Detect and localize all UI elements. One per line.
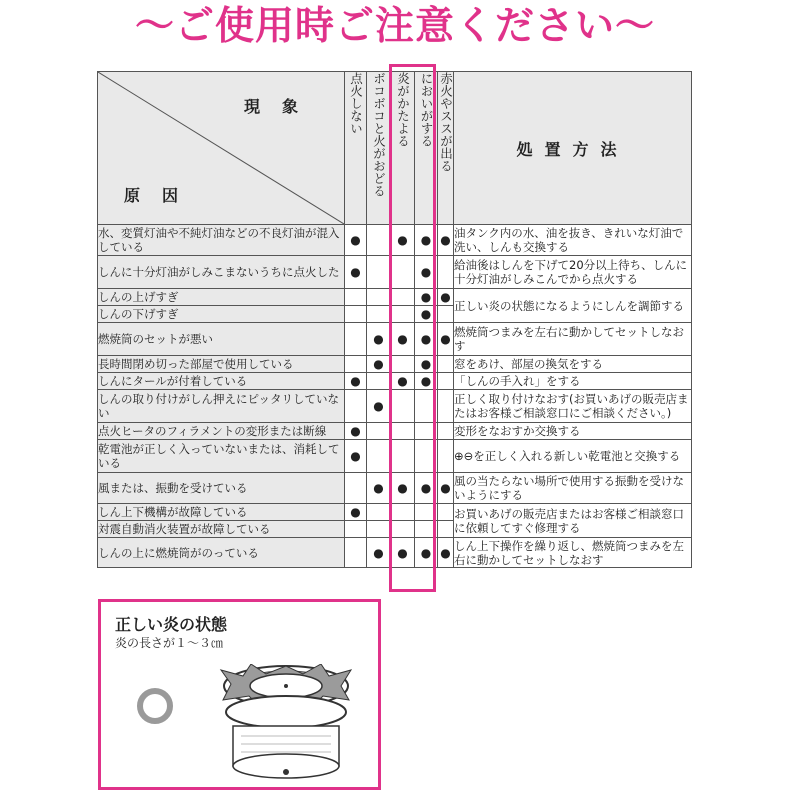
symptom-mark-cell — [438, 390, 454, 423]
symptom-mark-cell — [345, 521, 367, 538]
symptom-mark-cell — [391, 390, 415, 423]
corner-header — [98, 72, 345, 225]
symptom-mark-cell — [391, 504, 415, 521]
cause-cell: 長時間閉め切った部屋で使用している — [98, 356, 345, 373]
remedy-cell: 変形をなおすか交換する — [454, 423, 692, 440]
symptom-mark-cell: ● — [415, 289, 438, 306]
symptom-mark-cell: ● — [415, 306, 438, 323]
symptom-mark-cell: ● — [415, 373, 438, 390]
symptom-mark-cell: ● — [367, 323, 391, 356]
symptom-mark-cell — [415, 521, 438, 538]
burner-illustration-icon — [211, 664, 361, 782]
symptom-mark-cell: ● — [415, 356, 438, 373]
symptom-mark-cell: ● — [438, 538, 454, 568]
cause-cell: しん上下機構が故障している — [98, 504, 345, 521]
remedy-cell: お買いあげの販売店またはお客様ご相談窓口に依頼してすぐ修理する — [454, 504, 692, 538]
symptom-mark-cell: ● — [367, 390, 391, 423]
remedy-cell: 風の当たらない場所で使用する振動を受けないようにする — [454, 473, 692, 504]
symptom-header: 点火しない — [345, 72, 367, 225]
symptom-mark-cell: ● — [345, 504, 367, 521]
symptom-mark-cell — [391, 289, 415, 306]
remedy-cell: 窓をあけ、部屋の換気をする — [454, 356, 692, 373]
symptom-mark-cell: ● — [391, 473, 415, 504]
symptom-mark-cell: ● — [345, 225, 367, 256]
symptom-mark-cell: ● — [345, 440, 367, 473]
symptom-mark-cell: ● — [345, 256, 367, 289]
symptom-mark-cell: ● — [391, 323, 415, 356]
cause-cell: しんの上げすぎ — [98, 289, 345, 306]
symptom-mark-cell — [367, 423, 391, 440]
remedy-cell: ⊕⊖を正しく入れる新しい乾電池と交換する — [454, 440, 692, 473]
symptom-mark-cell — [438, 256, 454, 289]
table-row — [98, 390, 692, 423]
flame-title: 正しい炎の状態 — [115, 615, 228, 634]
symptom-mark-cell: ● — [391, 538, 415, 568]
remedy-cell: 正しく取り付けなおす(お買いあげの販売店またはお客様ご相談窓口にご相談ください。) — [454, 390, 692, 423]
symptom-mark-cell — [438, 521, 454, 538]
symptom-header: 赤火やススが出る — [438, 72, 454, 225]
symptom-mark-cell: ● — [415, 473, 438, 504]
symptom-mark-cell: ● — [391, 225, 415, 256]
symptom-mark-cell — [391, 423, 415, 440]
symptom-header: ボコボコと火がおどる — [367, 72, 391, 225]
symptom-mark-cell: ● — [367, 473, 391, 504]
symptom-mark-cell — [438, 306, 454, 323]
symptom-mark-cell: ● — [415, 323, 438, 356]
symptom-mark-cell — [345, 473, 367, 504]
cause-cell: 水、変質灯油や不純灯油などの不良灯油が混入している — [98, 225, 345, 256]
symptom-mark-cell — [391, 356, 415, 373]
remedy-cell: 油タンク内の水、油を抜き、きれいな灯油で洗い、しんも交換する — [454, 225, 692, 256]
symptom-mark-cell — [367, 504, 391, 521]
symptom-mark-cell — [415, 440, 438, 473]
symptom-mark-cell — [438, 504, 454, 521]
cause-cell: 乾電池が正しく入っていないまたは、消耗している — [98, 440, 345, 473]
symptom-mark-cell — [345, 356, 367, 373]
page-title: ～ご使用時ご注意ください～ — [134, 4, 655, 49]
table-row — [98, 256, 692, 289]
cause-cell: 点火ヒータのフィラメントの変形または断線 — [98, 423, 345, 440]
symptom-mark-cell — [438, 440, 454, 473]
symptom-mark-cell — [367, 306, 391, 323]
remedy-cell: しん上下操作を繰り返し、燃焼筒つまみを左右に動かしてセットしなおす — [454, 538, 692, 568]
symptom-mark-cell — [367, 225, 391, 256]
symptom-mark-cell — [345, 538, 367, 568]
correct-flame-panel — [98, 599, 381, 790]
symptom-mark-cell — [391, 440, 415, 473]
symptom-mark-cell — [391, 256, 415, 289]
symptom-label: 現象 — [243, 97, 320, 116]
symptom-header: 炎がかたよる — [391, 72, 415, 225]
symptom-mark-cell: ● — [367, 356, 391, 373]
symptom-mark-cell — [391, 521, 415, 538]
remedy-cell: 正しい炎の状態になるようにしんを調節する — [454, 289, 692, 323]
symptom-mark-cell — [367, 521, 391, 538]
symptom-header: においがする — [415, 72, 438, 225]
table-row — [98, 289, 692, 306]
symptom-mark-cell: ● — [391, 373, 415, 390]
symptom-mark-cell: ● — [415, 538, 438, 568]
symptom-mark-cell: ● — [415, 225, 438, 256]
cause-cell: しんに十分灯油がしみこまないうちに点火した — [98, 256, 345, 289]
cause-cell: しんの上に燃焼筒がのっている — [98, 538, 345, 568]
symptom-mark-cell — [367, 289, 391, 306]
cause-cell: 対震自動消火装置が故障している — [98, 521, 345, 538]
table-row — [98, 504, 692, 521]
table-row — [98, 473, 692, 504]
table-row — [98, 440, 692, 473]
symptom-mark-cell: ● — [345, 423, 367, 440]
cause-cell: 燃焼筒のセットが悪い — [98, 323, 345, 356]
symptom-mark-cell — [367, 440, 391, 473]
remedy-cell: 給油後はしんを下げて20分以上待ち、しんに十分灯油がしみこんでから点火する — [454, 256, 692, 289]
cause-cell: 風または、振動を受けている — [98, 473, 345, 504]
symptom-mark-cell — [438, 356, 454, 373]
remedy-header: 処置方法 — [454, 72, 692, 225]
remedy-cell: 「しんの手入れ」をする — [454, 373, 692, 390]
symptom-mark-cell — [345, 323, 367, 356]
remedy-cell: 燃焼筒つまみを左右に動かしてセットしなおす — [454, 323, 692, 356]
table-row — [98, 356, 692, 373]
cause-label: 原因 — [124, 186, 201, 205]
symptom-mark-cell: ● — [367, 538, 391, 568]
symptom-mark-cell — [367, 256, 391, 289]
table-header-row — [98, 72, 692, 225]
symptom-mark-cell — [345, 289, 367, 306]
flame-ring-icon — [137, 688, 173, 724]
table-row — [98, 225, 692, 256]
table-row — [98, 373, 692, 390]
table-row — [98, 423, 692, 440]
cause-cell: しんの取り付けがしん押えにピッタリしていない — [98, 390, 345, 423]
table-row — [98, 538, 692, 568]
symptom-mark-cell: ● — [438, 225, 454, 256]
troubleshooting-table — [97, 71, 692, 568]
flame-subtitle: 炎の長さが１～３㎝ — [115, 636, 224, 650]
symptom-mark-cell: ● — [345, 373, 367, 390]
table-row — [98, 323, 692, 356]
symptom-mark-cell — [345, 390, 367, 423]
symptom-mark-cell: ● — [438, 323, 454, 356]
symptom-mark-cell — [345, 306, 367, 323]
symptom-mark-cell: ● — [438, 289, 454, 306]
symptom-mark-cell — [391, 306, 415, 323]
symptom-mark-cell — [415, 390, 438, 423]
symptom-mark-cell: ● — [415, 256, 438, 289]
cause-cell: しんにタールが付着している — [98, 373, 345, 390]
symptom-mark-cell — [415, 504, 438, 521]
symptom-mark-cell — [367, 373, 391, 390]
symptom-mark-cell: ● — [438, 473, 454, 504]
symptom-mark-cell — [415, 423, 438, 440]
cause-cell: しんの下げすぎ — [98, 306, 345, 323]
symptom-mark-cell — [438, 423, 454, 440]
symptom-mark-cell — [438, 373, 454, 390]
